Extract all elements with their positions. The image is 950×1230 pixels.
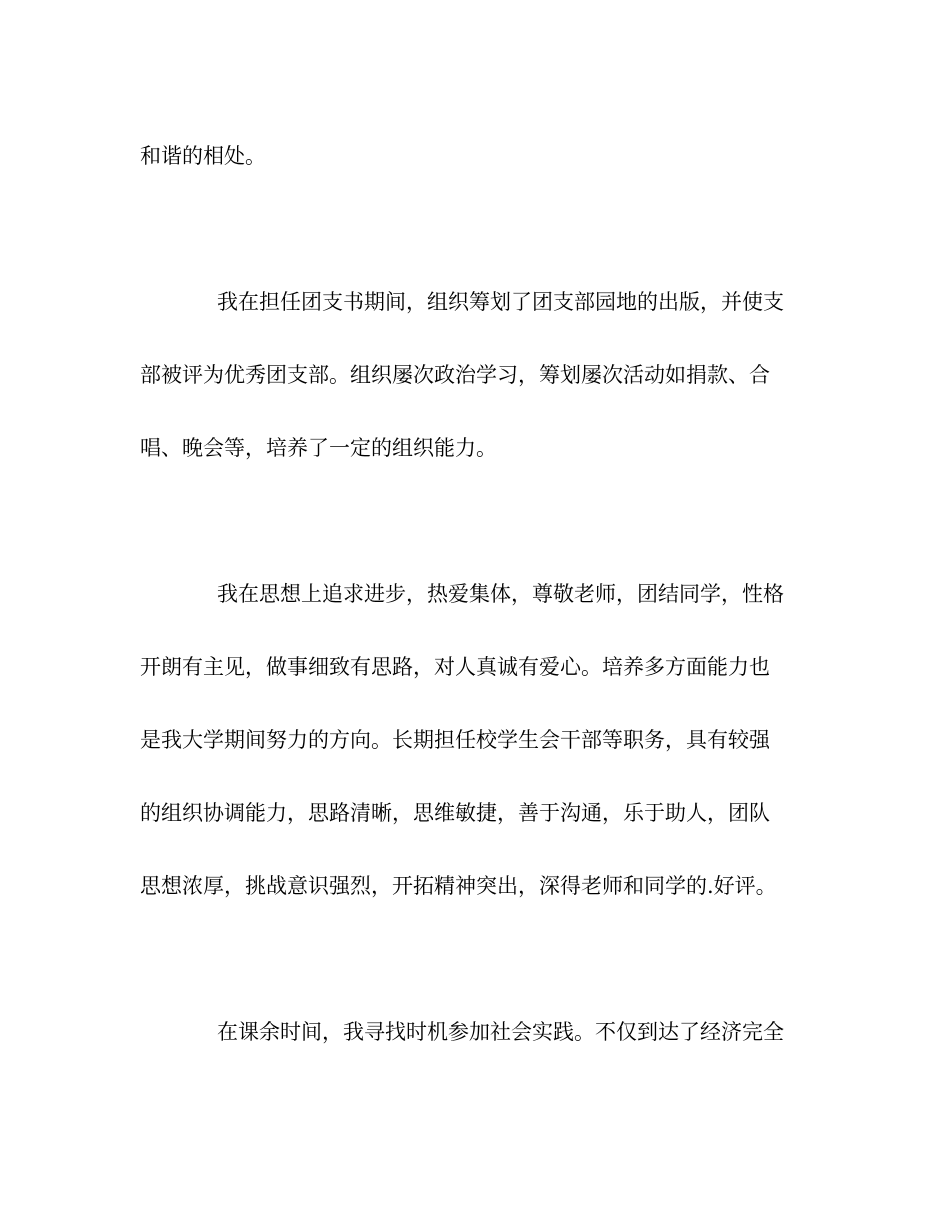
paragraph-line: 唱、晚会等，培养了一定的组织能力。: [140, 436, 497, 460]
paragraph-line: 思想浓厚，挑战意识强烈，开拓精神突出，深得老师和同学的.好评。: [140, 874, 777, 898]
paragraph-line: 开朗有主见，做事细致有思路，对人真诚有爱心。培养多方面能力也: [140, 655, 770, 679]
paragraph-line: 的组织协调能力，思路清晰，思维敏捷，善于沟通，乐于助人，团队: [140, 801, 770, 825]
paragraph-line: 是我大学期间努力的方向。长期担任校学生会干部等职务，具有较强: [140, 728, 770, 752]
paragraph-line: 部被评为优秀团支部。组织屡次政治学习，筹划屡次活动如捐款、合: [140, 363, 770, 387]
paragraph-line: 我在思想上追求进步，热爱集体，尊敬老师，团结同学，性格: [217, 582, 784, 606]
paragraph-line: 在课余时间，我寻找时机参加社会实践。不仅到达了经济完全: [217, 1020, 784, 1044]
paragraph-line: 我在担任团支书期间，组织筹划了团支部园地的出版，并使支: [217, 290, 784, 314]
paragraph-line: 和谐的相处。: [140, 144, 266, 168]
